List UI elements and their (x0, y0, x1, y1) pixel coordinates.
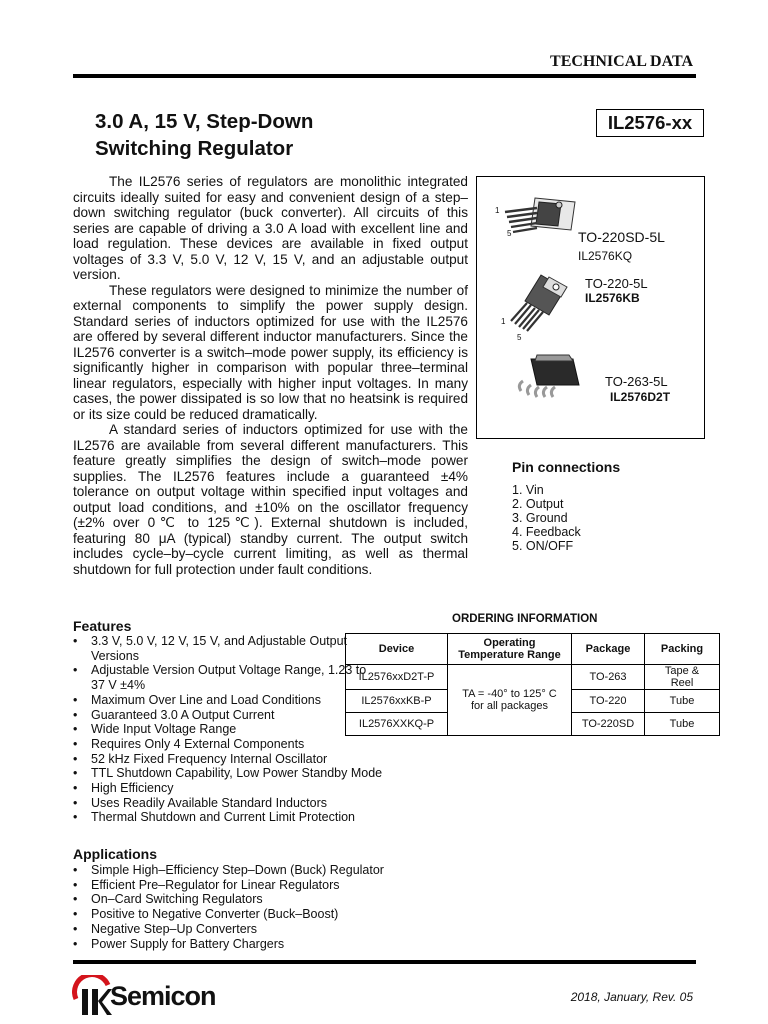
applications-title: Applications (73, 846, 158, 862)
cell-packing: Tube (645, 713, 720, 736)
pin-connections-list (512, 483, 581, 553)
pkg3-name: TO-263-5L (605, 374, 668, 389)
technical-data-label: TECHNICAL DATA (550, 53, 693, 70)
feature-item: • Uses Readily Available Standard Inductors (73, 796, 413, 811)
intro-text (73, 174, 468, 577)
cell-device: IL2576xxD2T-P (346, 665, 448, 690)
application-item: • Power Supply for Battery Chargers (73, 937, 413, 952)
feature-item: • Requires Only 4 External Components (73, 737, 413, 752)
header-packing: Packing (645, 634, 720, 665)
cell-temperature-range (448, 665, 572, 736)
header-temperature (448, 634, 572, 665)
packing-line2: Reel (670, 677, 694, 689)
feature-item: • Maximum Over Line and Load Conditions (73, 693, 413, 708)
revision-date: 2018, January, Rev. 05 (570, 990, 693, 1004)
application-item: • Efficient Pre–Regulator for Linear Regulators (73, 878, 413, 893)
bottom-divider (73, 960, 696, 964)
logo-text: Semicon (110, 981, 216, 1011)
pin-item: 5. ON/OFF (512, 539, 574, 553)
ikSemicon-logo (72, 975, 272, 1020)
feature-item: • High Efficiency (73, 781, 413, 796)
intro-paragraph-2: These regulators were designed to minimize the number of external components to simplify the power supply design. Standard series of inductors optimized for use with the IL2576 are offered by several different inductor manufacturers. Since the IL2576 converter is a switch–mode power supply, its efficiency is significantly higher in comparison with popular three–terminal linear regulators, especially with higher input voltages. In many cases, the power dissipated is so low that no heatsink is required or its size could be reduced dramatically. (73, 282, 468, 422)
applications-list (73, 863, 413, 951)
header-temp-line2: Temperature Range (458, 649, 561, 661)
table-header-row (346, 634, 720, 665)
pin-item: 1. Vin (512, 483, 544, 497)
ordering-info-title: ORDERING INFORMATION (452, 613, 598, 625)
pkg2-name: TO-220-5L (585, 276, 648, 291)
features-title: Features (73, 618, 132, 634)
logo-mark-icon (72, 975, 112, 1020)
pin-item: 3. Ground (512, 511, 568, 525)
part-number: IL2576-xx (596, 109, 704, 137)
header-device: Device (346, 634, 448, 665)
cell-package: TO-263 (572, 665, 645, 690)
pkg1-code: IL2576KQ (578, 249, 633, 263)
to263-package-icon (513, 353, 583, 401)
cell-package: TO-220 (572, 690, 645, 713)
to220-package-icon (505, 269, 575, 334)
page-title (95, 108, 313, 162)
pkg2-pin5-label: 5 (517, 333, 522, 342)
temp-range-line1: TA = -40° to 125° C (462, 688, 557, 700)
features-list (73, 634, 383, 825)
pin-connections-title: Pin connections (512, 459, 621, 475)
ordering-table (345, 633, 720, 736)
package-box (476, 176, 705, 439)
feature-item: • 52 kHz Fixed Frequency Internal Oscillator (73, 752, 413, 767)
pin-item: 2. Output (512, 497, 564, 511)
feature-item: • TTL Shutdown Capability, Low Power Standby Mode (73, 766, 413, 781)
top-divider (73, 74, 696, 78)
application-item: • Negative Step–Up Converters (73, 922, 413, 937)
intro-paragraph-3: A standard series of inductors optimized for use with the IL2576 are available from several different manufacturers. This feature greatly simplifies the design of switch–mode power supplies. The IL2576 features include a guaranteed ±4% tolerance on output voltage within specified input voltages and output load conditions, and ±10% on the oscillator frequency (±2% over 0℃ to 125℃). External shutdown is included, featuring 80 μA (typical) standby current. The output switch includes cycle–by–cycle current limiting, as well as thermal shutdown for full protection under fault conditions. (73, 422, 468, 577)
cell-packing (645, 665, 720, 690)
pin-item: 4. Feedback (512, 525, 581, 539)
temp-range-line2: for all packages (470, 700, 549, 712)
title-line-2: Switching Regulator (95, 137, 294, 160)
packing-line1: Tape & (664, 665, 700, 677)
feature-item: • Thermal Shutdown and Current Limit Protection (73, 810, 413, 825)
pkg1-pin1-label: 1 (495, 206, 500, 215)
header-temp-line1: Operating (483, 637, 536, 649)
application-item: • Simple High–Efficiency Step–Down (Buck) Regulator (73, 863, 413, 878)
header-package: Package (572, 634, 645, 665)
cell-package: TO-220SD (572, 713, 645, 736)
pkg1-pin5-label: 5 (507, 229, 512, 238)
feature-item: • 3.3 V, 5.0 V, 12 V, 15 V, and Adjustable Output Versions (73, 634, 373, 663)
title-line-1: 3.0 A, 15 V, Step-Down (95, 110, 314, 133)
application-item: • On–Card Switching Regulators (73, 892, 413, 907)
feature-item: • Wide Input Voltage Range (73, 722, 413, 737)
intro-paragraph-1: The IL2576 series of regulators are monolithic integrated circuits ideally suited for easy and convenient design of a step–down switching regulator (buck converter). All circuits of this series are capable of driving a 3.0 A load with excellent line and load regulation. These devices are available in fixed output voltages of 3.3 V, 5.0 V, 12 V, 15 V, and an adjustable output version. (73, 174, 468, 282)
feature-item: • Adjustable Version Output Voltage Range, 1.23 to 37 V ±4% (73, 663, 373, 692)
cell-device: IL2576xxKB-P (346, 690, 448, 713)
table-row (346, 665, 720, 690)
feature-item: • Guaranteed 3.0 A Output Current (73, 708, 413, 723)
application-item: • Positive to Negative Converter (Buck–Boost) (73, 907, 413, 922)
cell-packing: Tube (645, 690, 720, 713)
pkg2-code: IL2576KB (585, 291, 640, 305)
pkg1-name: TO-220SD-5L (578, 229, 665, 245)
cell-device: IL2576XXKQ-P (346, 713, 448, 736)
pkg3-code: IL2576D2T (610, 390, 671, 404)
pkg2-pin1-label: 1 (501, 317, 506, 326)
